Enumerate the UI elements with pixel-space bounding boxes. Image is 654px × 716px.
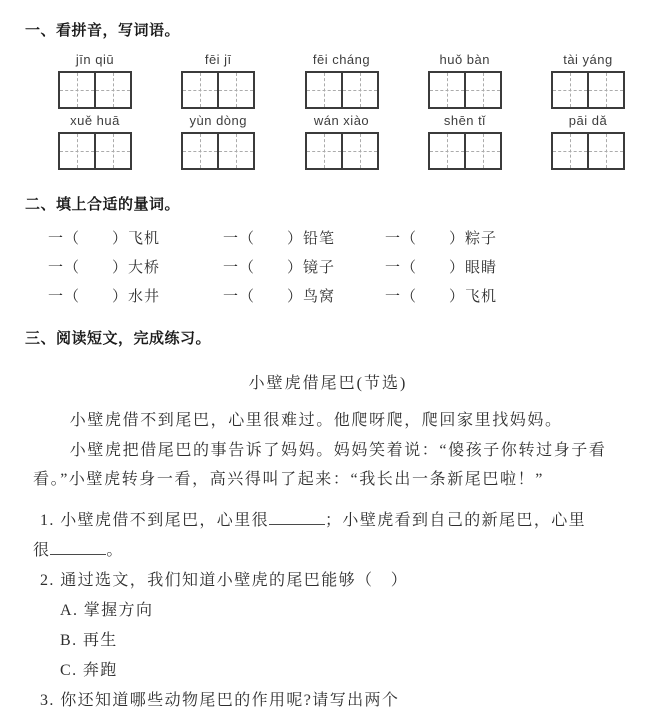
measure-word-row — [48, 253, 626, 282]
writing-grid[interactable] — [551, 71, 625, 109]
writing-grid-cell[interactable] — [183, 73, 217, 107]
section-pinyin — [25, 22, 626, 170]
writing-grid[interactable] — [58, 132, 132, 170]
measure-word-item: 一（ ）眼睛 — [385, 259, 498, 276]
section3-heading: 三、阅读短文，完成练习。 — [25, 330, 212, 347]
passage-paragraph: 小壁虎借不到尾巴，心里很难过。他爬呀爬，爬回家里找妈妈。 — [69, 412, 563, 429]
writing-grid[interactable] — [305, 132, 379, 170]
answer-blank[interactable] — [50, 538, 106, 554]
section-reading — [25, 330, 626, 716]
pinyin-row-2 — [58, 113, 625, 170]
section2-heading: 二、填上合适的量词。 — [25, 196, 181, 213]
question-2-option-c[interactable]: C. 奔跑 — [60, 661, 118, 679]
writing-grid[interactable] — [58, 71, 132, 109]
writing-grid-cell[interactable] — [430, 73, 464, 107]
writing-grid-cell[interactable] — [217, 73, 253, 107]
measure-word-item: 一（ ）飞机 — [385, 288, 498, 305]
writing-grid-cell[interactable] — [464, 134, 500, 168]
pinyin-grid-item — [181, 113, 255, 170]
pinyin-grid-item — [551, 52, 625, 109]
pinyin-grid-item — [181, 52, 255, 109]
questions-block — [33, 506, 626, 716]
reading-passage — [33, 375, 623, 495]
question-2-option-a[interactable]: A. 掌握方向 — [60, 601, 154, 619]
question-2-option-b[interactable]: B. 再生 — [60, 631, 118, 649]
question-1-text-pre: 1. 小壁虎借不到尾巴，心里很 — [40, 511, 270, 529]
writing-grid[interactable] — [428, 71, 502, 109]
writing-grid-cell[interactable] — [587, 134, 623, 168]
passage-paragraph: 小壁虎把借尾巴的事告诉了妈妈。妈妈笑着说：“傻孩子你转过身子看看。”小壁虎转身一看，高兴得叫了起来：“我长出一条新尾巴啦！” — [33, 441, 607, 488]
writing-grid-cell[interactable] — [60, 134, 94, 168]
pinyin-label: wán xiào — [313, 113, 370, 128]
measure-word-item: 一（ ）粽子 — [385, 230, 498, 247]
pinyin-label: xuě huā — [70, 113, 120, 128]
measure-word-item: 一（ ）铅笔 — [223, 230, 336, 247]
writing-grid-cell[interactable] — [341, 134, 377, 168]
pinyin-label: jīn qiū — [75, 52, 115, 67]
writing-grid[interactable] — [181, 132, 255, 170]
measure-word-item: 一（ ）飞机 — [48, 230, 161, 247]
writing-grid-cell[interactable] — [464, 73, 500, 107]
measure-word-item: 一（ ）大桥 — [48, 259, 161, 276]
pinyin-label: shēn tǐ — [443, 113, 486, 128]
pinyin-label: yùn dòng — [189, 113, 247, 128]
pinyin-grid-item — [551, 113, 625, 170]
writing-grid[interactable] — [551, 132, 625, 170]
writing-grid-cell[interactable] — [553, 73, 587, 107]
question-2-stem: 2. 通过选文，我们知道小壁虎的尾巴能够（ ） — [40, 571, 409, 589]
pinyin-row-1 — [58, 52, 625, 109]
pinyin-grid-item — [305, 52, 379, 109]
writing-grid-cell[interactable] — [307, 73, 341, 107]
writing-grid-cell[interactable] — [430, 134, 464, 168]
section-measure-words — [25, 196, 626, 311]
writing-grid[interactable] — [428, 132, 502, 170]
pinyin-grid-item — [305, 113, 379, 170]
measure-word-rows — [48, 224, 626, 311]
writing-grid-cell[interactable] — [183, 134, 217, 168]
measure-word-item: 一（ ）鸟窝 — [223, 288, 336, 305]
writing-grid-cell[interactable] — [341, 73, 377, 107]
pinyin-label: fēi cháng — [312, 52, 371, 67]
writing-grid-cell[interactable] — [94, 73, 130, 107]
pinyin-grid-item — [428, 52, 502, 109]
writing-grid[interactable] — [181, 71, 255, 109]
measure-word-row — [48, 224, 626, 253]
measure-word-row — [48, 282, 626, 311]
question-3-stem: 3. 你还知道哪些动物尾巴的作用呢?请写出两个 — [40, 691, 400, 709]
writing-grid-cell[interactable] — [587, 73, 623, 107]
question-1-text-post: ；小壁虎看到自己的新尾巴，心里 — [325, 511, 587, 529]
question-1-line-1 — [33, 506, 626, 536]
section1-heading: 一、看拼音，写词语。 — [25, 22, 181, 39]
answer-blank[interactable] — [269, 508, 325, 524]
question-1-wrap-pre: 很 — [33, 541, 51, 559]
measure-word-item: 一（ ）镜子 — [223, 259, 336, 276]
pinyin-label: fēi jī — [204, 52, 232, 67]
pinyin-label: huǒ bàn — [439, 52, 490, 67]
pinyin-grid-rows — [58, 52, 625, 170]
pinyin-grid-item — [58, 113, 132, 170]
writing-grid-cell[interactable] — [60, 73, 94, 107]
writing-grid-cell[interactable] — [217, 134, 253, 168]
question-1-wrap-post: 。 — [106, 541, 124, 559]
question-1-line-2 — [33, 536, 626, 566]
passage-title: 小壁虎借尾巴(节选) — [248, 375, 408, 392]
writing-grid-cell[interactable] — [307, 134, 341, 168]
writing-grid-cell[interactable] — [553, 134, 587, 168]
pinyin-grid-item — [58, 52, 132, 109]
measure-word-item: 一（ ）水井 — [48, 288, 161, 305]
pinyin-label: pāi dǎ — [568, 113, 608, 128]
pinyin-label: tài yáng — [563, 52, 613, 67]
writing-grid[interactable] — [305, 71, 379, 109]
pinyin-grid-item — [428, 113, 502, 170]
writing-grid-cell[interactable] — [94, 134, 130, 168]
